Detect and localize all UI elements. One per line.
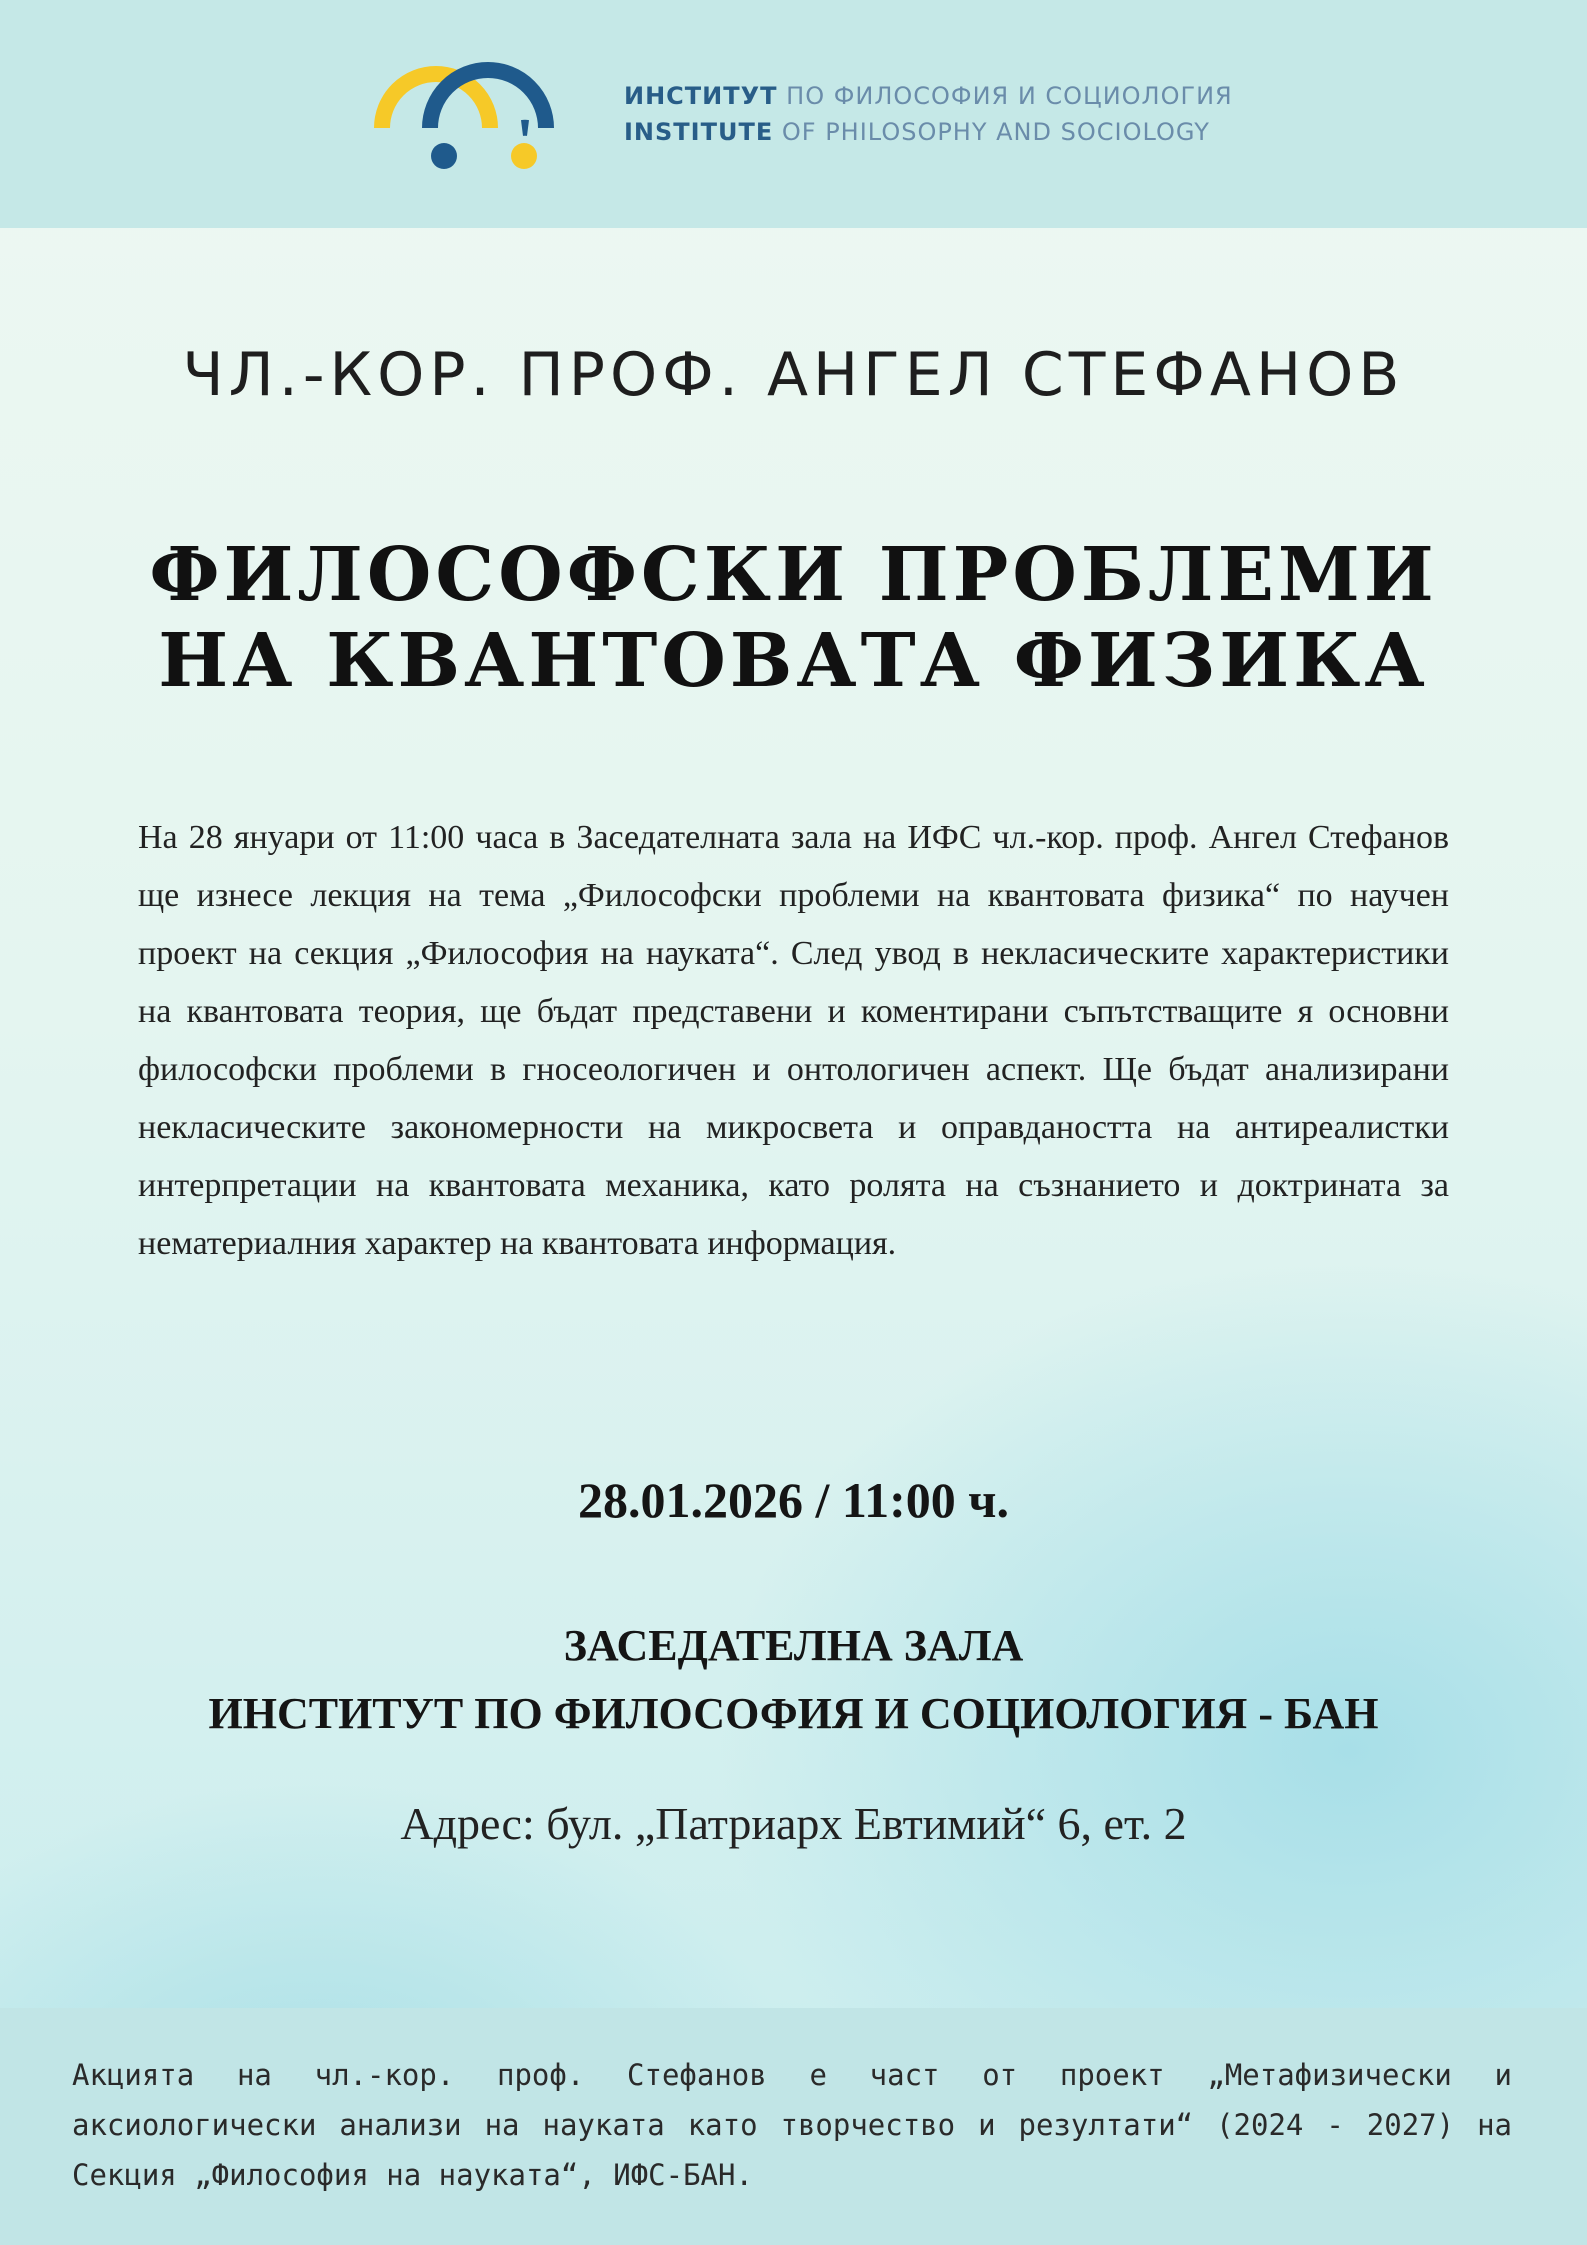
- header-band: [0, 0, 1587, 228]
- event-address: Адрес: бул. „Патриарх Евтимий“ 6, ет. 2: [400, 1798, 1187, 1849]
- logo-line-en: INSTITUTE OF PHILOSOPHY AND SOCIOLOGY: [624, 118, 1210, 146]
- lecture-description: На 28 януари от 11:00 часа в Заседателната зала на ИФС чл.-кор. проф. Ангел Стефанов ще изнесе лекция на тема „Философски проблеми на квантовата физика“ по научен проект на секция „Философия на науката“. След увод в некласическите характеристики на квантовата теория, ще бъдат представени и коментирани съпътстващите я основни философски проблеми в гносеологичен и онтологичен аспект. Ще бъдат анализирани некласическите закономерности на микросвета и оправдаността на антиреалистки интерпретации на квантовата механика, като ролята на съзнанието и доктрината за нематериалния характер на квантовата информация.: [138, 819, 1449, 1262]
- logo-arcs-icon: [372, 48, 596, 178]
- logo-line-bg: ИНСТИТУТ ПО ФИЛОСОФИЯ И СОЦИОЛОГИЯ: [624, 82, 1233, 110]
- lecture-title: [0, 532, 1587, 704]
- logo-text: [624, 78, 1233, 150]
- event-datetime: 28.01.2026 / 11:00 ч.: [578, 1472, 1009, 1528]
- event-venue: [0, 1612, 1587, 1748]
- footer-note: Акцията на чл.-кор. проф. Стефанов е част от проект „Метафизически и аксиологически анализи на науката като творчество и резултати“ (2024 - 2027) на Секция „Философия на науката“, ИФС-БАН.: [72, 2058, 1512, 2192]
- title-line-2: НА КВАНТОВАТА ФИЗИКА: [158, 618, 1429, 704]
- venue-line-2: ИНСТИТУТ ПО ФИЛОСОФИЯ И СОЦИОЛОГИЯ - БАН: [208, 1689, 1379, 1738]
- institute-logo: [372, 48, 1233, 178]
- title-line-1: ФИЛОСОФСКИ ПРОБЛЕМИ: [149, 532, 1438, 618]
- speaker-name: ЧЛ.-КОР. ПРОФ. АНГЕЛ СТЕФАНОВ: [182, 340, 1405, 410]
- venue-line-1: ЗАСЕДАТЕЛНА ЗАЛА: [563, 1621, 1024, 1670]
